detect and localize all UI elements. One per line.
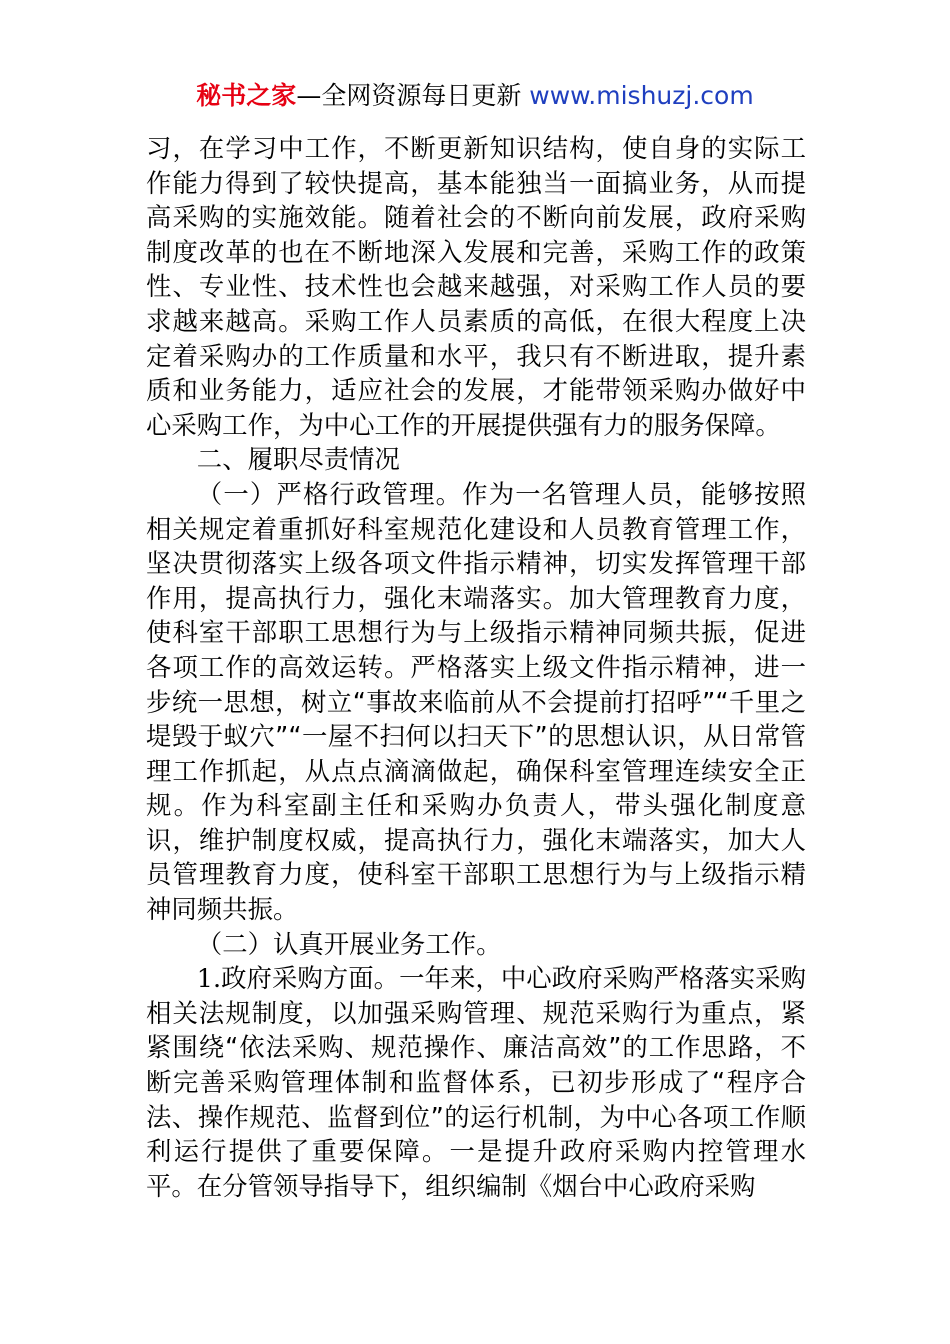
document-body <box>146 131 806 1203</box>
site-url-link[interactable]: www.mishuzj.com <box>529 81 754 110</box>
site-header <box>0 80 950 112</box>
subsection-heading: （二）认真开展业务工作。 <box>196 928 502 959</box>
paragraph-continuation: 习，在学习中工作，不断更新知识结构，使自身的实际工作能力得到了较快提高，基本能独当一面搞业务，从而提高采购的实施效能。随着社会的不断向前发展，政府采购制度改革的也在不断地深入发展和完善，采购工作的政策性、专业性、技术性也会越来越强，对采购工作人员的要求越来越高。采购工作人员素质的高低，在很大程度上决定着采购办的工作质量和水平，我只有不断进取，提升素质和业务能力，适应社会的发展，才能带领采购办做好中心采购工作，为中心工作的开展提供强有力的服务保障。 <box>146 133 806 440</box>
paragraph-administration: （一）严格行政管理。作为一名管理人员，能够按照相关规定着重抓好科室规范化建设和人员教育管理工作，坚决贯彻落实上级各项文件指示精神，切实发挥管理干部作用，提高执行力，强化末端落实。加大管理教育力度，使科室干部职工思想行为与上级指示精神同频共振，促进各项工作的高效运转。严格落实上级文件指示精神，进一步统一思想，树立“事故来临前从不会提前打招呼”“千里之堤毁于蚁穴”“一屋不扫何以扫天下”的思想认识，从日常管理工作抓起，从点点滴滴做起，确保科室管理连续安全正规。作为科室副主任和采购办负责人，带头强化制度意识，维护制度权威，提高执行力，强化末端落实，加大人员管理教育力度，使科室干部职工思想行为与上级指示精神同频共振。 <box>146 478 806 925</box>
section-heading: 二、履职尽责情况 <box>196 444 400 475</box>
item-number: 1. <box>196 963 222 994</box>
paragraph-procurement-text: 政府采购方面。一年来，中心政府采购严格落实采购相关法规制度，以加强采购管理、规范采购行为重点，紧紧围绕“依法采购、规范操作、廉洁高效”的工作思路，不断完善采购管理体制和监督体系，已初步形成了“程序合法、操作规范、监督到位”的运行机制，为中心各项工作顺利运行提供了重要保障。一是提升政府采购内控管理水平。在分管领导指导下，组织编制《烟台中心政府采购 <box>146 963 806 1201</box>
site-brand: 秘书之家 <box>196 81 297 110</box>
paragraph-procurement <box>146 961 806 1203</box>
site-slogan: —全网资源每日更新 <box>296 81 530 110</box>
